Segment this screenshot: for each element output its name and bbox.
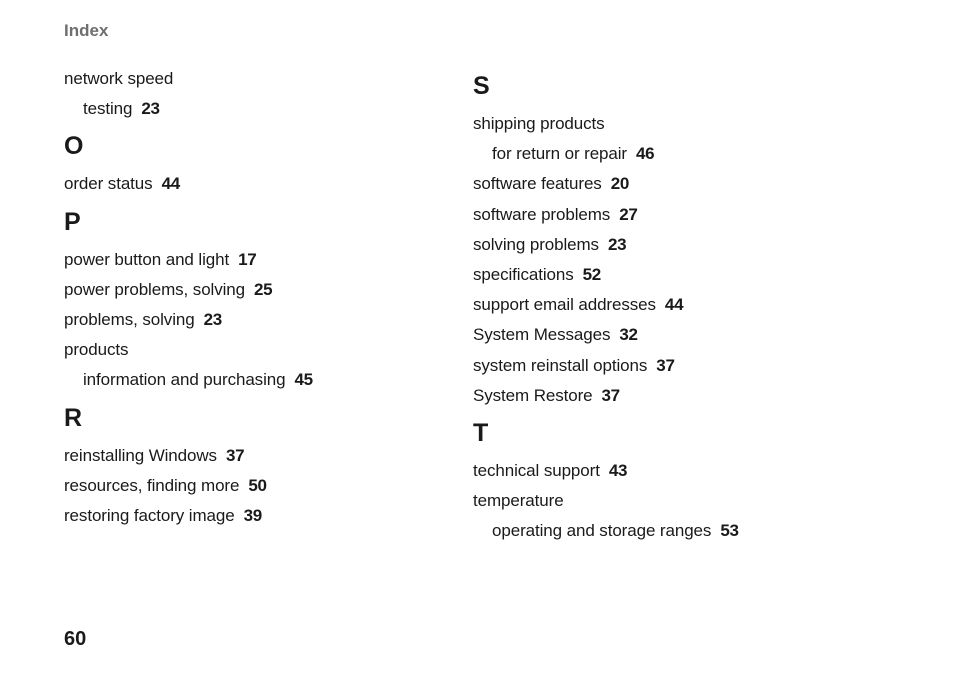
index-page-ref: 23: [203, 309, 222, 329]
page-number: 60: [64, 628, 87, 650]
index-term: system reinstall options: [473, 355, 648, 375]
index-entry: [473, 200, 873, 230]
index-term: shipping products: [473, 114, 605, 133]
index-page-ref: 37: [656, 355, 675, 375]
index-entry: [473, 290, 873, 320]
index-subentry: [473, 139, 873, 169]
index-page-ref: 20: [610, 174, 630, 194]
index-entry: [64, 441, 464, 471]
index-term: System Restore: [473, 385, 593, 405]
index-term: resources, finding more: [64, 475, 240, 495]
index-entry: [64, 275, 464, 305]
index-page-ref: 53: [720, 521, 739, 541]
index-entry: [473, 486, 873, 516]
index-entry: [64, 169, 464, 199]
index-term: reinstalling Windows: [64, 445, 217, 465]
index-entry: [64, 501, 464, 531]
index-entry: [64, 305, 464, 335]
index-term: power problems, solving: [64, 279, 246, 299]
index-term: restoring factory image: [64, 505, 235, 525]
index-entry: [473, 320, 873, 350]
index-page-ref: 50: [248, 475, 267, 495]
index-term: support email addresses: [473, 295, 656, 315]
index-page-ref: 37: [225, 445, 245, 465]
index-page-ref: 45: [294, 370, 313, 390]
index-entry: [473, 381, 873, 411]
index-subentry: [473, 516, 873, 546]
index-section-letter: S: [473, 72, 490, 100]
index-term: products: [64, 340, 129, 360]
index-page-ref: 23: [607, 234, 627, 254]
index-term: power button and light: [64, 249, 230, 269]
index-term: network speed: [64, 69, 174, 88]
index-term: specifications: [473, 264, 574, 284]
index-entry: [64, 64, 464, 94]
index-term: testing: [83, 99, 133, 119]
index-page-ref: 43: [608, 460, 628, 480]
index-term: for return or repair: [492, 144, 627, 164]
index-page-ref: 23: [141, 99, 160, 119]
index-page-ref: 17: [238, 249, 257, 269]
index-section-letter: T: [473, 418, 489, 447]
index-section-letter: P: [64, 207, 81, 236]
index-term: problems, solving: [64, 309, 195, 329]
index-entry: [473, 260, 873, 290]
index-subentry: [64, 94, 464, 124]
index-term: System Messages: [473, 325, 611, 345]
index-page-ref: 39: [243, 505, 262, 525]
index-entry: [64, 335, 464, 365]
index-term: technical support: [473, 460, 600, 480]
index-entry: [473, 109, 873, 139]
index-term: order status: [64, 174, 153, 194]
index-page-ref: 52: [582, 264, 601, 284]
index-column-right: [473, 64, 873, 546]
index-entry: [473, 230, 873, 260]
index-entry: [64, 245, 464, 275]
index-term: operating and storage ranges: [492, 521, 712, 541]
index-term: software features: [473, 174, 602, 194]
index-entry: [473, 456, 873, 486]
index-page-ref: 46: [636, 144, 655, 164]
index-page-ref: 44: [664, 295, 684, 315]
index-page-ref: 32: [619, 325, 638, 345]
index-term: software problems: [473, 204, 611, 224]
index-term: temperature: [473, 491, 564, 511]
index-column-left: [64, 64, 464, 531]
index-page-ref: 37: [601, 385, 620, 405]
index-section-letter: R: [64, 403, 83, 432]
index-entry: [473, 351, 873, 381]
index-subentry: [64, 365, 464, 395]
index-entry: [64, 471, 464, 501]
index-term: solving problems: [473, 234, 599, 254]
index-entry: [473, 169, 873, 199]
index-page-ref: 44: [161, 174, 180, 194]
index-page-ref: 27: [619, 204, 638, 224]
index-section-letter: O: [64, 132, 84, 161]
running-header: Index: [64, 21, 109, 40]
index-term: information and purchasing: [83, 370, 286, 390]
index-page-ref: 25: [254, 279, 273, 299]
